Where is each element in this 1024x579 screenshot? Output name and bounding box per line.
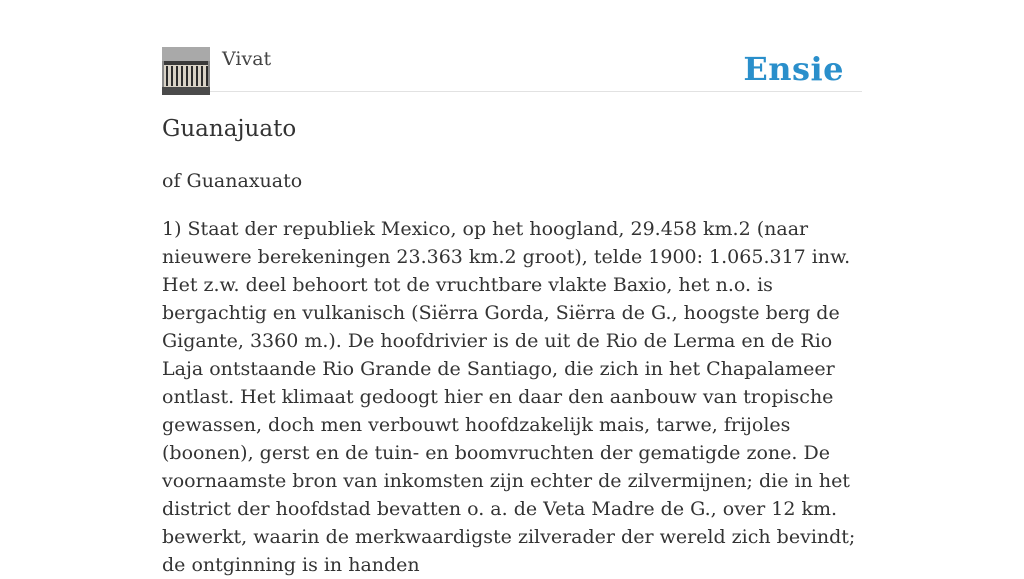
building-photo-icon — [162, 47, 210, 95]
site-logo[interactable]: Ensie — [743, 50, 844, 88]
site-header — [162, 44, 862, 92]
author-avatar[interactable] — [162, 47, 210, 95]
article-body: 1) Staat der republiek Mexico, op het hoogland, 29.458 km.2 (naar nieuwere berekeningen 23.363 km.2 groot), telde 1900: 1.065.317 inw. Het z.w. deel behoort tot de vruchtbare vlakte Baxio, het n.o. is bergachtig en vulkanisch (Siërra Gorda, Siërra de G., hoogste berg de Gigante, 3360 m.). De hoofdrivier is de uit de Rio de Lerma en de Rio Laja ontstaande Rio Grande de Santiago, die zich in het Chapalameer ontlast. Het klimaat gedoogt hier en daar den aanbouw van tropische gewassen, doch men verbouwt hoofdzakelijk mais, tarwe, frijoles (boonen), gerst en de tuin- en boomvruchten der gematigde zone. De voornaamste bron van inkomsten zijn echter de zilvermijnen; die in het district der hoofdstad bevatten o. a. de Veta Madre de G., over 12 km. bewerkt, waarin de merkwaardigste zilverader der wereld zich bevindt; de ontginning is in handen — [162, 218, 856, 576]
page-title: Guanajuato — [162, 116, 297, 142]
article-subtitle: of Guanaxuato — [162, 170, 303, 192]
author-name[interactable]: Vivat — [222, 48, 272, 70]
